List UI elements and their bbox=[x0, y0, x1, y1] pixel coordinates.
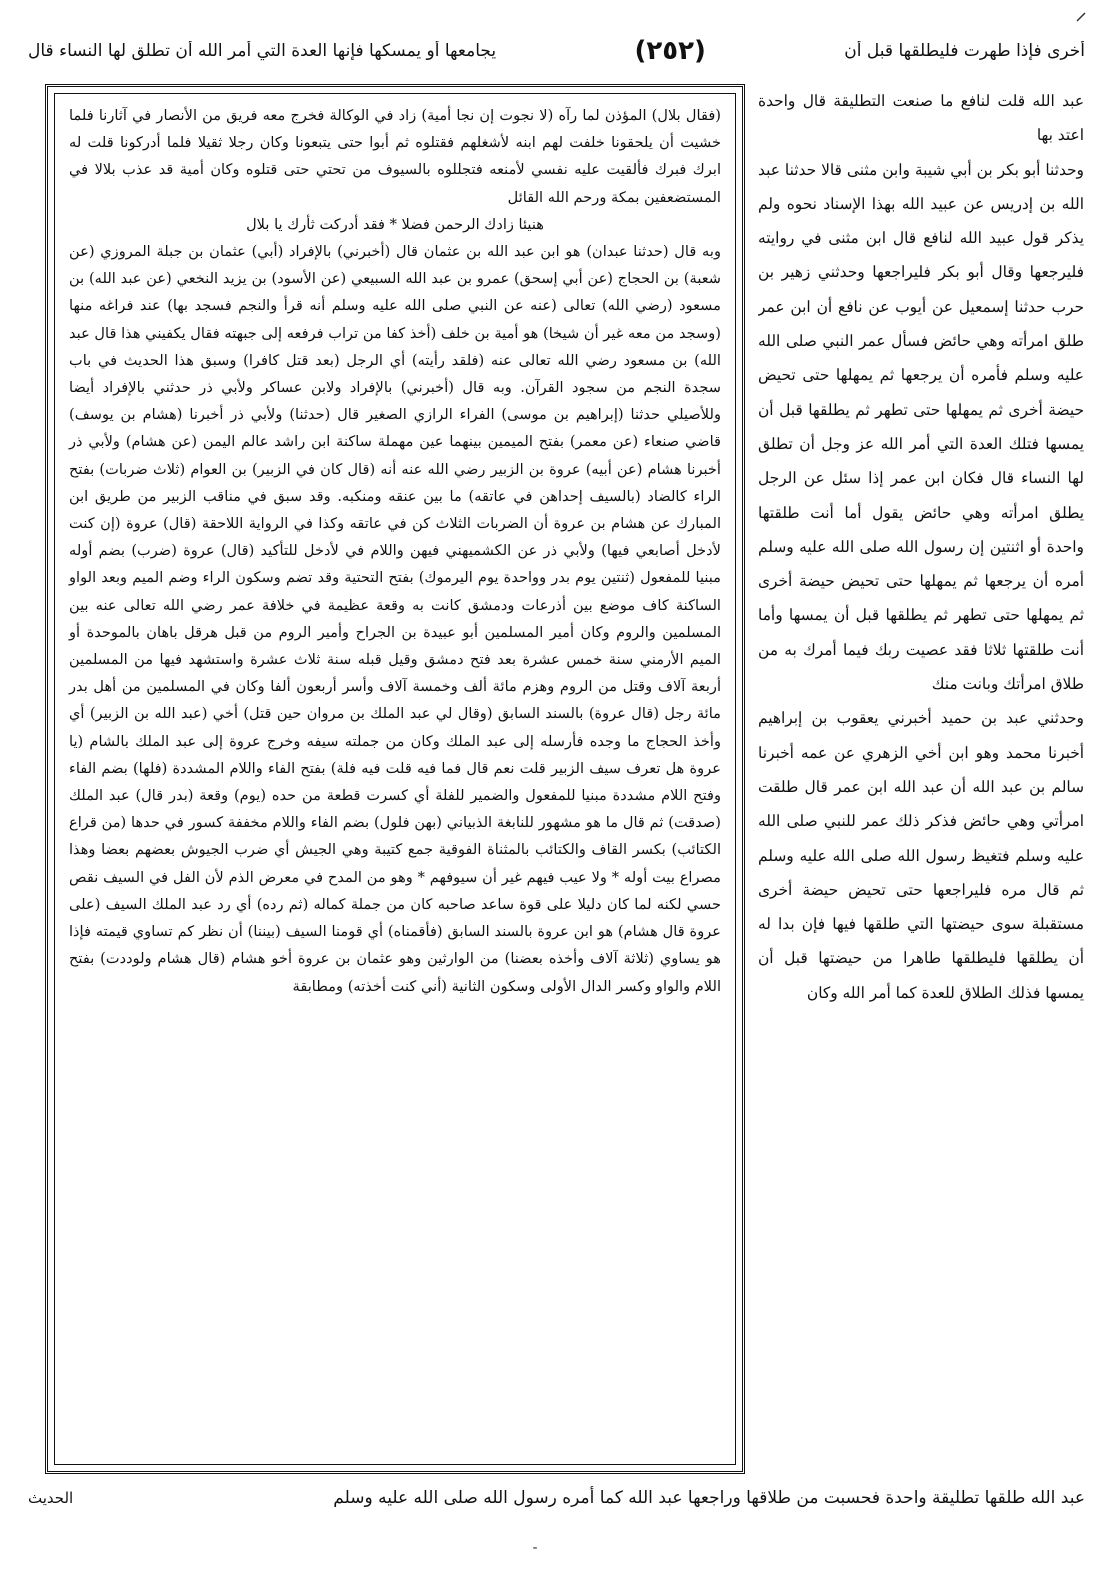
header-left-text: يجامعها أو يمسكها فإنها العدة التي أمر الله أن تطلق لها النساء قال bbox=[28, 41, 497, 61]
page-number: (٢٥٢) bbox=[634, 36, 706, 66]
commentary-paragraph: وبه قال (حدثنا عبدان) هو ابن عبد الله بن عثمان قال (أخبرني) بالإفراد (أبي) عثمان بن جبلة المروزي (عن شعبة) بن الحجاج (عن أبي إسحق) عمرو بن عبد الله السبيعي (عن الأسود) بن يزيد النخعي (عن عبد الله) بن مسعود (رضي الله) تعالى (عنه عن النبي صلى الله عليه وسلم أنه قرأ والنجم فسجد بها) عند فراغه منها (وسجد من معه غير أن شيخا) هو أمية بن خلف (أخذ كفا من تراب فرفعه إلى جبهته فقال يكفيني هذا قال عبد الله) بن مسعود رضي الله تعالى عنه (فلقد رأيته) أي الرجل (بعد قتل كافرا) وسبق هذا الحديث في باب سجدة النجم من سجود القرآن. وبه قال (أخبرني) بالإفراد ولابن عساكر ولأبي ذر حدثني بالإفراد أيضا وللأصيلي حدثنا (إبراهيم بن موسى) الفراء الرازي الصغير قال (حدثنا) ولأبي ذر أخبرنا (هشام بن يوسف) قاضي صنعاء (عن معمر) بفتح الميمين بينهما عين مهملة ساكنة ابن راشد عالم اليمن (عن هشام) ولأبي ذر أخبرنا هشام (عن أبيه) عروة بن الزبير رضي الله عنه أنه (قال كان في الزبير) بن العوام (ثلاث ضربات) بفتح الراء كالضاد (بالسيف إحداهن في عاتقه) ما بين عنقه ومنكبه. وقد سبق في مناقب الزبير من طريق ابن المبارك عن هشام بن عروة أن الضربات الثلاث كن في عاتقه وكذا في الرواية اللاحقة (قال) عروة (إن كنت لأدخل أصابعي فيها) ولأبي ذر عن الكشميهني فيهن واللام في لأدخل للتأكيد (قال) عروة (ضرب) بضم أوله مبنيا للمفعول (ثنتين يوم بدر وواحدة يوم اليرموك) بفتح التحتية وقد تضم وسكون الراء وضم الميم وبعد الواو الساكنة كاف موضع بين أذرعات ودمشق كانت به وقعة عظيمة في خلافة عمر رضي الله تعالى عنه بين المسلمين والروم وكان أمير المسلمين أبو عبيدة بن الجراح وأمير الروم من قبل هرقل باهان بالموحدة أو الميم الأرمني سنة خمس عشرة بعد فتح دمشق وقيل قبله سنة ثلاث عشرة واستشهد فيها من المسلمين أربعة آلاف وقتل من الروم وهزم مائة ألف وخمسة آلاف وأسر أربعون ألفا وكان في المسلمين من أهل بدر مائة رجل (قال عروة) بالسند السابق (وقال لي عبد الملك بن مروان حين قتل) أخي (عبد الله بن الزبير) أي وأخذ الحجاج ما وجده فأرسله إلى عبد الملك وكان من جملته سيفه وخرج عروة إلى عبد الملك بالشام (يا عروة هل تعرف سيف الزبير قلت نعم قال فما فيه قلت فيه فلة) بفتح الفاء واللام المشددة (فلها) بضم الفاء وفتح اللام مشددة مبنيا للمفعول والضمير للفلة أي كسرت قطعة من حده (يوم) وقعة (بدر قال) عبد الملك (صدقت) ثم قال ما هو مشهور للنابغة الذبياني (بهن فلول) بضم الفاء واللام مخففة كسور في حدها (من قراع الكتائب) بكسر القاف والكتائب بالمثناة الفوقية جمع كتيبة وهي الجيش أي ضرب الجيوش بعضهم بعضا وهذا مصراع بيت أوله * ولا عيب فيهم غير أن سيوفهم * وهو من المدح في معرض الذم لأن الفل في السيف نقص حسي لكنه لما كان دليلا على قوة ساعد صاحبه كان من جملة كماله (ثم رده) أي رد عبد الملك السيف (على عروة قال هشام) هو ابن عروة بالسند السابق (فأقمناه) أي قومنا السيف (بيننا) أن نظر كم تساوي قيمته فإذا هو يساوي (ثلاثة آلاف وأخذه بعضنا) من الوارثين وهو عثمان بن عروة أخو هشام (قال هشام ولوددت) بفتح اللام والواو وكسر الدال الأولى وسكون الثانية (أني كنت أخذته) ومطابقة bbox=[69, 243, 721, 995]
bottom-mark: - bbox=[532, 1540, 538, 1556]
poem-verse: هنيئا زادك الرحمن فضلا * فقد أدركت ثأرك يا بلال bbox=[246, 215, 544, 233]
main-paragraph: وحدثني عبد بن حميد أخبرني يعقوب بن إبراهيم أخبرنا محمد وهو ابن أخي الزهري عن عمه أخبرنا سالم بن عبد الله أن عبد الله ابن عمر قال طلقت امرأتي وهي حائض فذكر ذلك عمر للنبي صلى الله عليه وسلم فتغيظ رسول الله صلى الله عليه وسلم ثم قال مره فليراجعها حتى تحيض حيضة أخرى مستقبلة سوى حيضتها التي طلقها فيها فإن بدا له أن يطلقها فليطلقها طاهرا من حيضتها قبل أن يمسها فذلك الطلاق للعدة كما أمر الله وكان bbox=[758, 709, 1084, 1002]
footer-main-text: عبد الله طلقها تطليقة واحدة فحسبت من طلاقها وراجعها عبد الله كما أمره رسول الله صلى الله عليه وسلم bbox=[333, 1488, 1085, 1508]
main-paragraph: عبد الله قلت لنافع ما صنعت التطليقة قال واحدة اعتد بها bbox=[758, 92, 1084, 145]
catchword: الحديث bbox=[28, 1489, 74, 1507]
margin-mark bbox=[1075, 8, 1087, 20]
page-footer bbox=[28, 1478, 1085, 1518]
commentary-frame bbox=[45, 84, 745, 1474]
page-header bbox=[28, 28, 1085, 74]
commentary-text bbox=[54, 93, 736, 1465]
main-paragraph: وحدثنا أبو بكر بن أبي شيبة وابن مثنى قالا حدثنا عبد الله بن إدريس عن عبيد الله بهذا الإسناد نحوه ولم يذكر قول عبيد الله لنافع قال ابن مثنى في روايته فليرجعها وقال أبو بكر فليراجعها وحدثني زهير بن حرب حدثنا إسمعيل عن أيوب عن نافع أن ابن عمر طلق امرأته وهي حائض فسأل عمر النبي صلى الله عليه وسلم فأمره أن يرجعها ثم يمهلها حتى تحيض حيضة أخرى ثم يمهلها حتى تطهر ثم يطلقها قبل أن يمسها فتلك العدة التي أمر الله عز وجل أن تطلق لها النساء قال فكان ابن عمر إذا سئل عن الرجل يطلق امرأته وهي حائض يقول أما أنت طلقتها واحدة أو اثنتين إن رسول الله صلى الله عليه وسلم أمره أن يرجعها ثم يمهلها حتى تحيض حيضة أخرى ثم يمهلها حتى تطهر ثم يطلقها قبل أن يمسها وأما أنت طلقتها ثلاثا فقد عصيت ربك فيما أمرك به من طلاق امرأتك وبانت منك bbox=[758, 160, 1084, 694]
commentary-paragraph: (فقال بلال) المؤذن لما رآه (لا نجوت إن نجا أمية) زاد في الوكالة فخرج معه فريق من الأنصار في آثارنا فلما خشيت أن يلحقونا خلفت لهم ابنه لأشغلهم فقتلوه ثم أبوا حتى يتبعونا وكان رجلا ثقيلا فلما أدركونا قلت له ابرك فبرك فألقيت عليه نفسي لأمنعه فتجللوه بالسيوف من تحتي حتى قتلوه وكان أمية قد عذب بلالا في المستضعفين بمكة ورحم الله القائل bbox=[69, 107, 721, 206]
header-right-text: أخرى فإذا طهرت فليطلقها قبل أن bbox=[844, 41, 1085, 61]
main-text-column bbox=[758, 84, 1084, 1474]
